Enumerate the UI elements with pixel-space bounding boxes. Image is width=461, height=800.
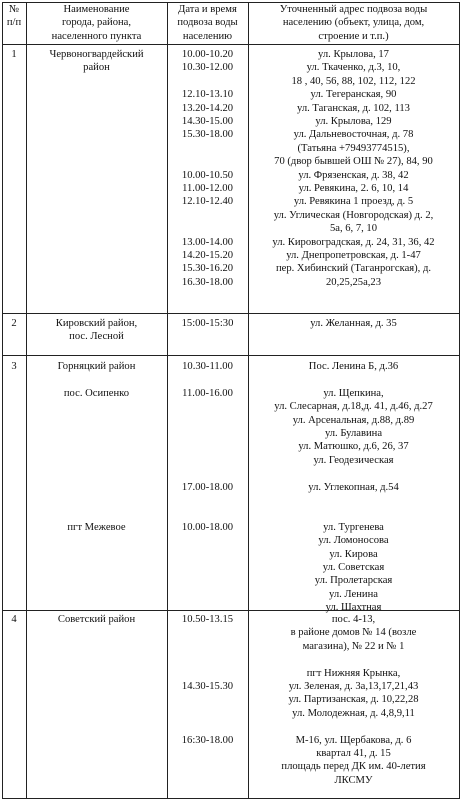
delivery-address: ул. Ленина [329,588,378,600]
delivery-address: ул. Днепропетровская, д. 1-47 [286,250,421,261]
delivery-time: 16.30-18.00 [181,276,234,288]
delivery-time: 10.00-10.20 [181,49,234,60]
delivery-address: ул. Ткаченко, д.3, 10, [306,62,401,74]
delivery-address: ул. Кирова [329,548,378,560]
delivery-address: пгт Нижняя Крынка, [306,667,401,679]
delivery-time: 14.30-15.30 [181,681,234,692]
delivery-address: в районе домов № 14 (возле [290,627,417,639]
delivery-address: ул. Ревякина, 2. 6, 10, 14 [298,183,409,194]
delivery-address: ЛКСМУ [334,774,373,786]
header-time: Дата и время [178,4,237,15]
delivery-address: ул. Крылова, 129 [315,116,392,127]
delivery-address: ул. Дальневосточная, д. 78 [293,129,414,141]
header-place: населенного пункта [51,30,142,42]
delivery-time: 16:30-18.00 [181,734,234,746]
delivery-address: ул. Кировоградская, д. 24, 31, 36, 42 [272,236,435,248]
delivery-address: ул. Желанная, д. 35 [310,318,397,329]
delivery-address: площадь перед ДК им. 40-летия [281,761,426,773]
delivery-address: М-16, ул. Щербакова, д. 6 [295,734,412,746]
delivery-time: 14.20-15.20 [181,250,234,261]
table-grid-line [2,355,460,356]
place-name: Кировский район, [55,318,138,329]
row-number: 4 [11,614,17,625]
delivery-address: ул. Тегеранская, 90 [310,89,397,101]
delivery-address: ул. Углическая (Новгородская) д. 2, [273,209,434,221]
delivery-address: 70 (двор бывшей ОШ № 27), 84, 90 [274,156,433,168]
table-grid-line [459,2,460,798]
delivery-address: ул. Молодежная, д. 4,8,9,11 [292,707,415,719]
delivery-address: 18 , 40, 56, 88, 102, 112, 122 [291,75,416,87]
delivery-time: 12.10-13.10 [181,89,234,101]
delivery-address: ул. Фрязенская, д. 38, 42 [298,169,409,181]
delivery-time: 15.30-16.20 [181,263,234,275]
delivery-address: ул. Партизанская, д. 10,22,28 [288,694,419,706]
table-grid-line [2,2,3,798]
place-name: пос. Осипенко [63,387,130,399]
delivery-time: 10.50-13.15 [181,614,234,625]
delivery-address: ул. Ревякина 1 проезд, д. 5 [293,196,414,208]
header-time: населению [182,30,233,42]
delivery-address: ул. Зеленая, д. 3а,13,17,21,43 [288,681,419,692]
delivery-time: 15.30-18.00 [181,129,234,141]
header-address: Уточненный адрес подвоза воды [279,4,428,15]
place-name: Советский район [57,614,136,625]
delivery-address: ул. Матюшко, д.6, 26, 37 [298,441,409,453]
delivery-address: ул. Углекопная, д.54 [308,481,399,493]
delivery-address: ул. Булавина [324,428,383,439]
delivery-address: ул. Советская [322,562,385,573]
delivery-time: 10.30-12.00 [181,62,234,74]
delivery-time: 13.20-14.20 [181,102,234,114]
delivery-address: (Татьяна +79493774515), [297,142,410,154]
delivery-address: Пос. Ленина Б, д.36 [308,361,399,372]
row-number: 1 [11,49,17,60]
header-address: населению (объект, улица, дом, [282,17,425,29]
header-address: строение и т.п.) [318,30,389,42]
header-number: № [8,4,20,15]
delivery-address: пер. Хибинский (Таганрогская), д. [275,263,432,275]
delivery-address: 5а, 6, 7, 10 [329,223,378,235]
table-grid-line [2,44,460,45]
header-place: Наименование [63,4,130,15]
table-grid-line [2,313,460,314]
place-name: Горняцкий район [57,361,136,372]
delivery-address: квартал 41, д. 15 [316,748,391,759]
place-name: район [83,62,110,74]
delivery-address: ул. Арсенальная, д.88, д.89 [292,414,415,426]
delivery-time: 13.00-14.00 [181,236,234,248]
delivery-time: 15:00-15:30 [181,318,234,329]
delivery-address: ул. Тургенева [323,521,384,533]
delivery-address: ул. Пролетарская [314,575,393,587]
table-grid-line [2,798,460,799]
delivery-address: ул. Ломоносова [318,535,389,547]
delivery-address: ул. Слесарная, д.18,д. 41, д.46, д.27 [274,401,433,413]
row-number: 2 [11,318,17,329]
delivery-time: 14.30-15.00 [181,116,234,127]
place-name: Червоногвардейский [49,49,144,60]
delivery-address: магазина), № 22 и № 1 [302,640,405,652]
delivery-time: 17.00-18.00 [181,481,234,493]
delivery-address: пос. 4-13, [331,614,376,625]
delivery-time: 11.00-12.00 [182,183,233,194]
delivery-address: ул. Крылова, 17 [318,49,389,60]
place-name: пгт Межевое [67,521,126,533]
delivery-time: 10.30-11.00 [182,361,233,372]
delivery-time: 12.10-12.40 [181,196,234,208]
delivery-address: 20,25,25а,23 [325,276,382,288]
delivery-time: 11.00-16.00 [182,387,233,399]
delivery-address: ул. Шахтная [325,602,382,614]
water-delivery-table [2,2,459,798]
delivery-address: ул. Таганская, д. 102, 113 [297,102,410,114]
header-place: города, района, [61,17,132,29]
place-name: пос. Лесной [69,331,124,343]
delivery-time: 10.00-10.50 [181,169,234,181]
row-number: 3 [11,361,17,372]
header-number: п/п [6,17,22,29]
delivery-time: 10.00-18.00 [181,521,234,533]
delivery-address: ул. Геодезическая [313,454,394,466]
header-time: подвоза воды [177,17,238,29]
delivery-address: ул. Щепкина, [323,387,384,399]
